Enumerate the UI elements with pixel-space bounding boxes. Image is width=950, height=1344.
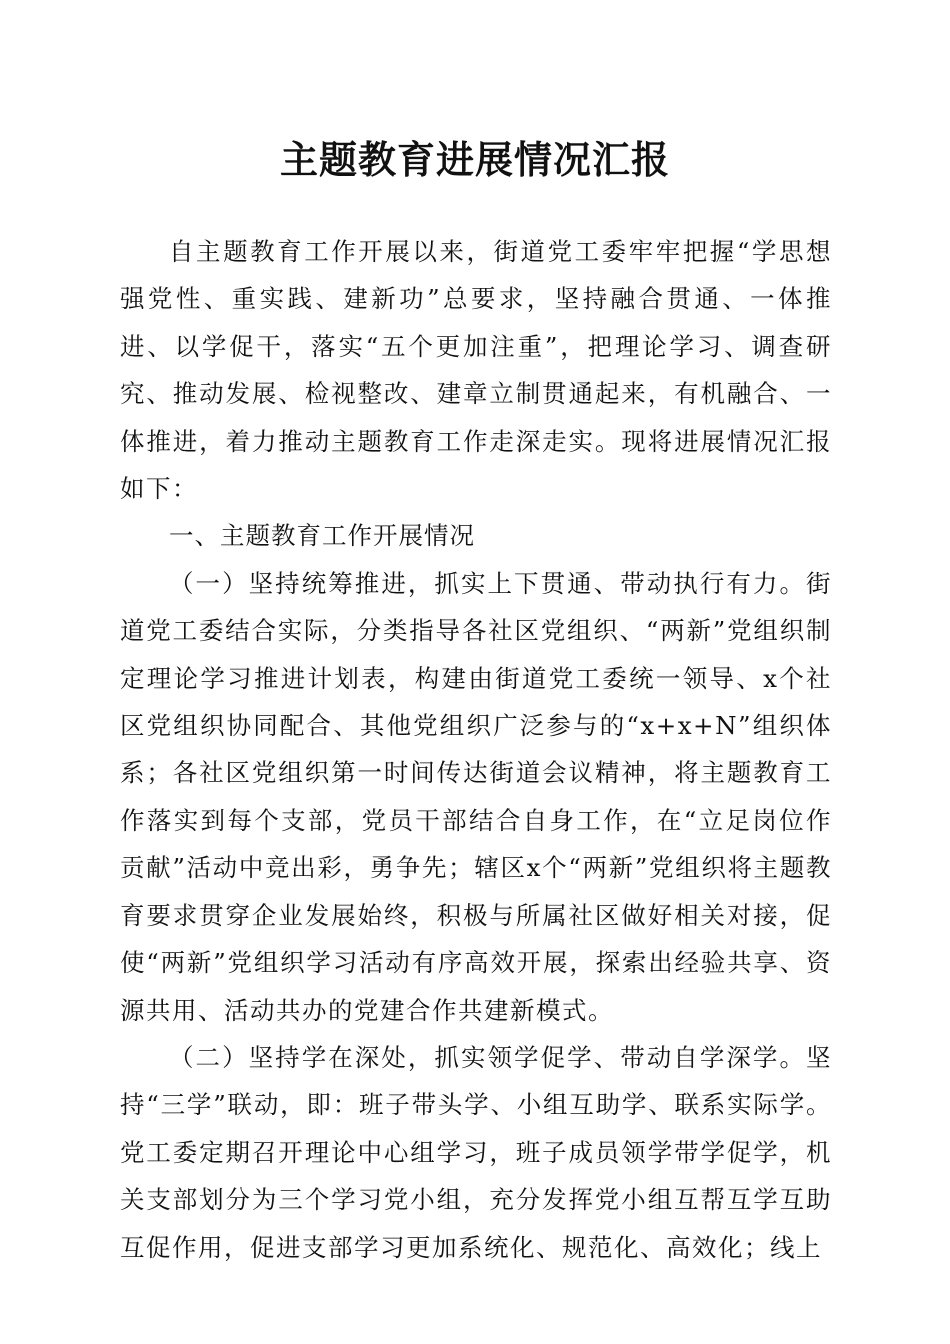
- item-paragraph-1: （一）坚持统筹推进，抓实上下贯通、带动执行有力。街道党工委结合实际，分类指导各社区党组织、“两新”党组织制定理论学习推进计划表，构建由街道党工委统一领导、x个社区党组织协同配合、其他党组织广泛参与的“x+x+N”组织体系；各社区党组织第一时间传达街道会议精神，将主题教育工作落实到每个支部，党员干部结合自身工作，在“立足岗位作贡献”活动中竞出彩，勇争先；辖区x个“两新”党组织将主题教育要求贯穿企业发展始终，积极与所属社区做好相关对接，促使“两新”党组织学习活动有序高效开展，探索出经验共享、资源共用、活动共办的党建合作共建新模式。: [120, 568, 832, 1025]
- document-body: [120, 228, 832, 1271]
- intro-paragraph: 自主题教育工作开展以来，街道党工委牢牢把握“学思想强党性、重实践、建新功”总要求，坚持融合贯通、一体推进、以学促干，落实“五个更加注重”，把理论学习、调查研究、推动发展、检视整改、建章立制贯通起来，有机融合、一体推进，着力推动主题教育工作走深走实。现将进展情况汇报如下：: [120, 237, 832, 504]
- document-title: 主题教育进展情况汇报: [279, 137, 670, 182]
- item-paragraph-2: （二）坚持学在深处，抓实领学促学、带动自学深学。坚持“三学”联动，即：班子带头学、小组互助学、联系实际学。党工委定期召开理论中心组学习，班子成员领学带学促学，机关支部划分为三个学习党小组，充分发挥党小组互帮互学互助互促作用，促进支部学习更加系统化、规范化、高效化；线上: [120, 1042, 832, 1262]
- section-heading: 一、主题教育工作开展情况: [169, 521, 475, 551]
